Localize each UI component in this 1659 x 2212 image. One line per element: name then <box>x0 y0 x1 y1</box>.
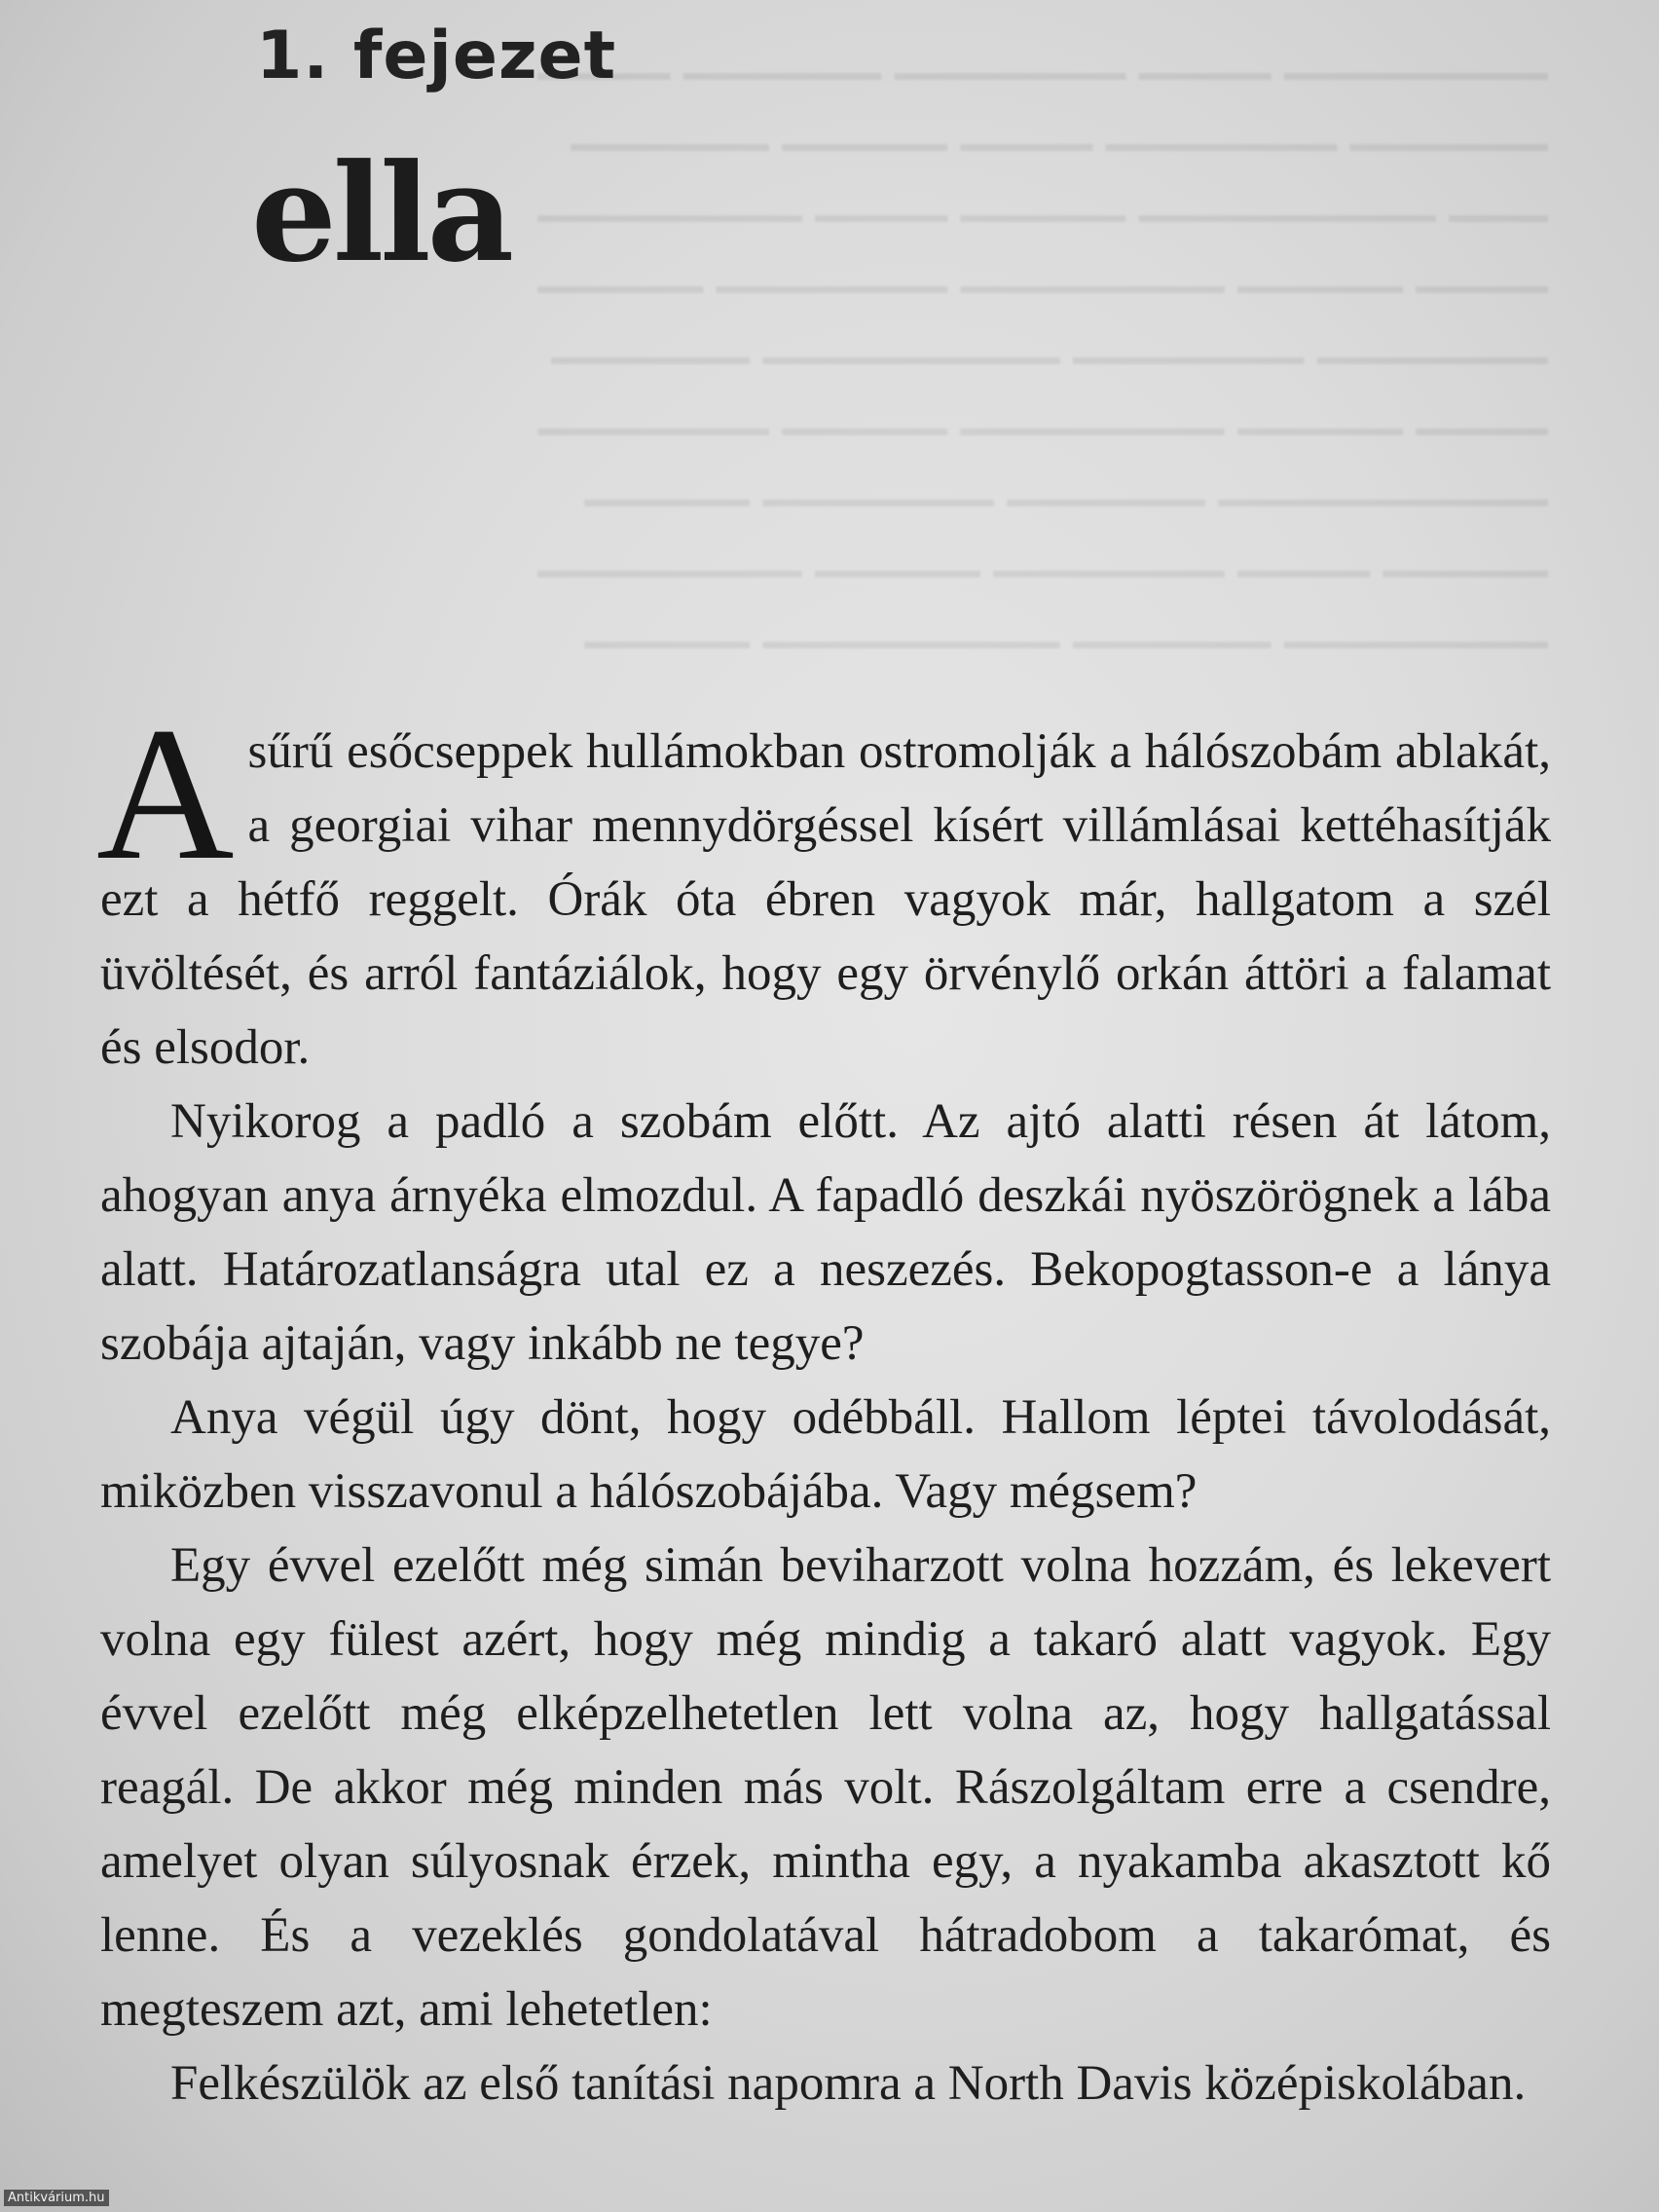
paragraph-1-text: sűrű esőcseppek hullámokban ostromolják a hálószobám ablakát, a georgiai vihar mennydörgéssel kísért villámlásai kettéhasítják ezt a hétfő reggelt. Órák óta ébren vagyok már, hallgatom a szél üvöltését, és arról fantáziálok, hogy egy örvénylő orkán áttöri a falamat és elsodor. <box>100 724 1551 1075</box>
paragraph-1 <box>96 688 1551 1085</box>
reverse-side-bleed-through: ▁▁▁▁ ▁▁▁▁▁▁ ▁▁▁▁▁▁▁ ▁▁▁▁ ▁▁▁▁▁▁▁▁ ▁▁▁▁▁▁ ▁▁▁▁▁ ▁▁▁▁ ▁▁▁▁▁▁▁ ▁▁▁▁▁▁ ▁▁▁▁▁▁▁▁ ▁▁▁▁ ▁▁▁▁▁ ▁▁▁▁▁▁▁▁▁ ▁▁▁ ▁▁▁▁▁ ▁▁▁▁▁▁▁ ▁▁▁▁▁▁▁▁ ▁▁▁▁▁ ▁▁▁▁ ▁▁▁▁▁▁ ▁▁▁▁▁▁▁▁▁ ▁▁▁▁▁▁▁ ▁▁▁▁▁▁▁ ▁▁▁▁▁▁▁ ▁▁▁▁▁ ▁▁▁▁▁▁▁▁ ▁▁▁▁▁ ▁▁▁▁ ▁▁▁▁▁ ▁▁▁▁▁▁▁ ▁▁▁▁▁▁ ▁▁▁▁▁▁▁▁▁▁ ▁▁▁▁▁▁▁▁ ▁▁▁▁▁ ▁▁▁▁▁▁▁ ▁▁▁▁ ▁▁▁▁▁ ▁▁▁▁▁ ▁▁▁▁▁▁▁▁▁ ▁▁▁▁▁▁ ▁▁▁▁▁▁▁▁ <box>537 30 1548 648</box>
watermark: Antikvárium.hu <box>4 2190 109 2206</box>
paragraph-4: Egy évvel ezelőtt még simán beviharzott volna hozzám, és lekevert volna egy fülest azért, hogy még mindig a takaró alatt vagyok. Egy évvel ezelőtt még elképzelhetetlen lett volna az, hogy hallgatással reagál. De akkor még minden más volt. Rászolgáltam erre a csendre, amelyet olyan súlyosnak érzek, mintha egy, a nyakamba akasztott kő lenne. És a vezeklés gondolatával hátradobom a takarómat, és megteszem azt, ami lehetetlen: <box>100 1538 1551 2037</box>
paragraph-3: Anya végül úgy dönt, hogy odébbáll. Hallom léptei távolodását, miközben visszavonul a hálószobájába. Vagy mégsem? <box>100 1390 1551 1519</box>
drop-cap: A <box>96 688 235 900</box>
paragraph-5: Felkészülök az első tanítási napomra a North Davis középiskolában. <box>170 2056 1527 2111</box>
chapter-label: 1. fejezet <box>256 18 617 94</box>
chapter-body <box>96 688 1551 2120</box>
paragraph-2: Nyikorog a padló a szobám előtt. Az ajtó alatti résen át látom, ahogyan anya árnyéka elmozdul. A fapadló deszkái nyöszörögnek a lába alatt. Határozatlanságra utal ez a neszezés. Bekopogtasson-e a lánya szobája ajtaján, vagy inkább ne tegye? <box>100 1094 1551 1371</box>
chapter-title: ella <box>251 133 511 292</box>
